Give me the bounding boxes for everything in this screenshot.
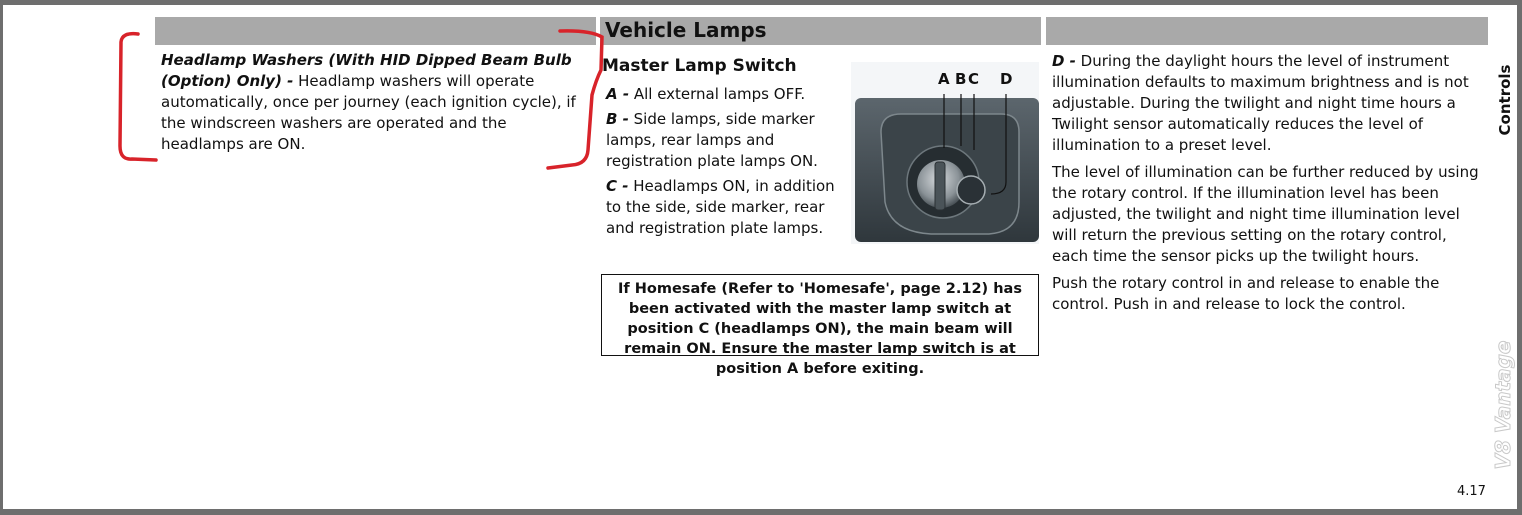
page-number: 4.17 xyxy=(1457,484,1486,499)
model-watermark-text: V8 Vantage xyxy=(1491,340,1515,470)
list-item xyxy=(606,84,846,105)
item-text: All external lamps OFF. xyxy=(629,85,806,103)
homesafe-warning-box: If Homesafe (Refer to 'Homesafe', page 2.12) has been activated with the master lamp switch at position C (headlamps ON), the main beam will remain ON. Ensure the master lamp switch is at position A before exiting. xyxy=(601,274,1039,356)
figure-label-a: A xyxy=(938,70,950,88)
instrument-illumination-text xyxy=(1052,51,1484,321)
figure-label-c: C xyxy=(968,70,980,88)
paragraph-enable-control: Push the rotary control in and release to enable the control. Push in and release to lock the control. xyxy=(1052,274,1440,313)
paragraph-d xyxy=(1052,51,1484,156)
header-bar-left xyxy=(155,17,596,45)
master-lamp-switch-figure xyxy=(851,62,1039,244)
list-item xyxy=(606,176,846,239)
switch-position-list xyxy=(606,84,846,243)
figure-label-b: B xyxy=(955,70,967,88)
figure-label-d: D xyxy=(1000,70,1013,88)
headlamp-washers-body: Headlamp washers will operate automatically, once per journey (each ignition cycle), if the windscreen washers are operated and the headlamps are ON. xyxy=(161,72,576,153)
section-side-text: Controls xyxy=(1496,64,1514,136)
headlamp-washers-paragraph xyxy=(161,50,593,155)
paragraph-d-text: During the daylight hours the level of instrument illumination defaults to maximum brightness and is not adjustable. During the twilight and night time hours a Twilight sensor automatically reduces the level of illumination to a preset level. xyxy=(1052,52,1469,154)
manual-page xyxy=(3,5,1517,509)
item-key: B - xyxy=(606,110,629,128)
section-side-label xyxy=(1494,65,1516,135)
lamp-switch-illustration xyxy=(851,62,1039,244)
item-key: D - xyxy=(1052,52,1076,70)
item-key: A - xyxy=(606,85,630,103)
header-bar-right xyxy=(1046,17,1488,45)
item-text: Headlamps ON, in addition to the side, side marker, rear and registration plate lamps. xyxy=(606,177,835,237)
headlamp-washers-lead: Headlamp Washers (With HID Dipped Beam Bulb (Option) Only) - xyxy=(161,51,572,90)
section-title: Vehicle Lamps xyxy=(605,18,767,42)
header-bar-center xyxy=(600,17,1041,45)
list-item xyxy=(606,109,846,172)
model-watermark xyxy=(1488,340,1518,470)
master-lamp-switch-heading: Master Lamp Switch xyxy=(602,56,797,76)
item-key: C - xyxy=(606,177,629,195)
item-text: Side lamps, side marker lamps, rear lamps and registration plate lamps ON. xyxy=(606,110,818,170)
paragraph-rotary-control: The level of illumination can be further reduced by using the rotary control. If the illumination level has been adjusted, the twilight and night time illumination level will return the previous setting on the rotary control, each time the sensor picks up the twilight hours. xyxy=(1052,163,1479,265)
